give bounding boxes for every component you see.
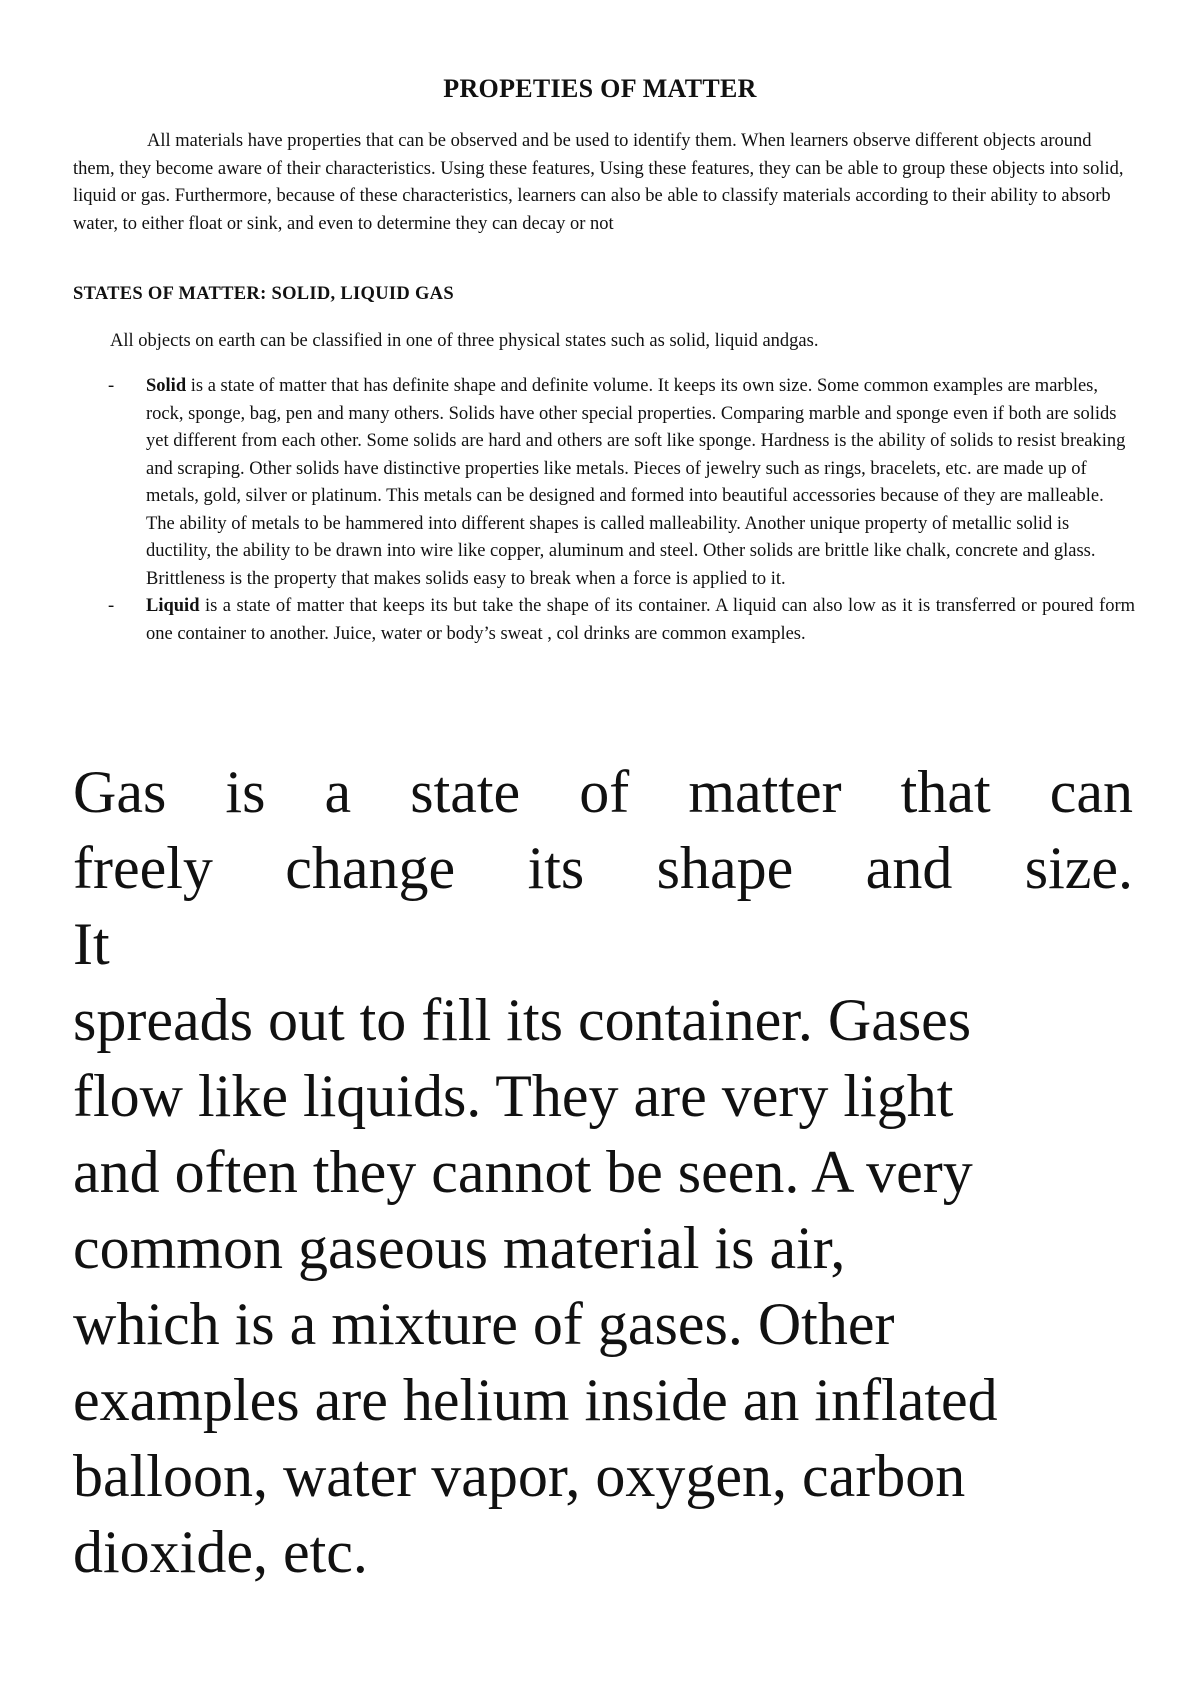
liquid-text: is a state of matter that keeps its but take the shape of its container. A liquid can also low as it is transferred or poured form one container to another. Juice, water or body’s sweat , col drinks are common examples. [146,596,1135,644]
list-item-solid [73,373,1135,593]
gas-line: and often they cannot be seen. A very [73,1139,973,1205]
term-liquid: Liquid [146,596,200,616]
gas-line: It [73,911,110,977]
liquid-description [146,593,1135,648]
solid-text: is a state of matter that has definite shape and definite volume. It keeps its own size. Some common examples are marbles, rock, sponge, bag, pen and many others. Solids have other special properties. Comparing marble and sponge even if both are solids yet different from each other. Some solids are hard and others are soft like sponge. Hardness is the ability of solids to resist breaking and scraping. Other solids have distinctive properties like metals. Pieces of jewelry such as rings, bracelets, etc. are made up of metals, gold, silver or platinum. This metals can be designed and formed into beautiful accessories because of they are malleable. The ability of metals to be hammered into different shapes is called malleability. Another unique property of metallic solid is ductility, the ability to be drawn into wire like copper, aluminum and steel. Other solids are brittle like chalk, concrete and glass. Brittleness is the property that makes solids easy to break when a force is applied to it. [146,376,1126,589]
gas-line: which is a mixture of gases. Other [73,1291,895,1357]
gas-line: flow like liquids. They are very light [73,1063,954,1129]
gas-line: dioxide, etc. [73,1519,368,1585]
bullet-dash: - [108,596,115,616]
states-list [73,373,1135,648]
gas-line: balloon, water vapor, oxygen, carbon [73,1443,966,1509]
section-heading: STATES OF MATTER: SOLID, LIQUID GAS [73,284,454,304]
list-item-liquid [73,593,1135,648]
bullet-dash: - [108,376,115,396]
gas-line: examples are helium inside an inflated [73,1367,998,1433]
states-intro-paragraph: All objects on earth can be classified in one of three physical states such as solid, liquid andgas. [110,331,819,351]
gas-line: Gas is a state of matter that can [73,759,1133,825]
intro-paragraph: All materials have properties that can be observed and be used to identify them. When learners observe different objects around them, they become aware of their characteristics. Using these features, Using these features, they can be able to group these objects into solid, liquid or gas. Furthermore, because of these characteristics, learners can also be able to classify materials according to their ability to absorb water, to either float or sink, and even to determine they can decay or not [73,131,1124,234]
page-title: PROPETIES OF MATTER [443,74,757,103]
gas-line: freely change its shape and size. [73,835,1133,901]
gas-line: spreads out to fill its container. Gases [73,987,972,1053]
term-solid: Solid [146,376,187,396]
gas-line: common gaseous material is air, [73,1215,846,1281]
gas-paragraph [73,754,1133,1590]
solid-description [146,376,1125,589]
